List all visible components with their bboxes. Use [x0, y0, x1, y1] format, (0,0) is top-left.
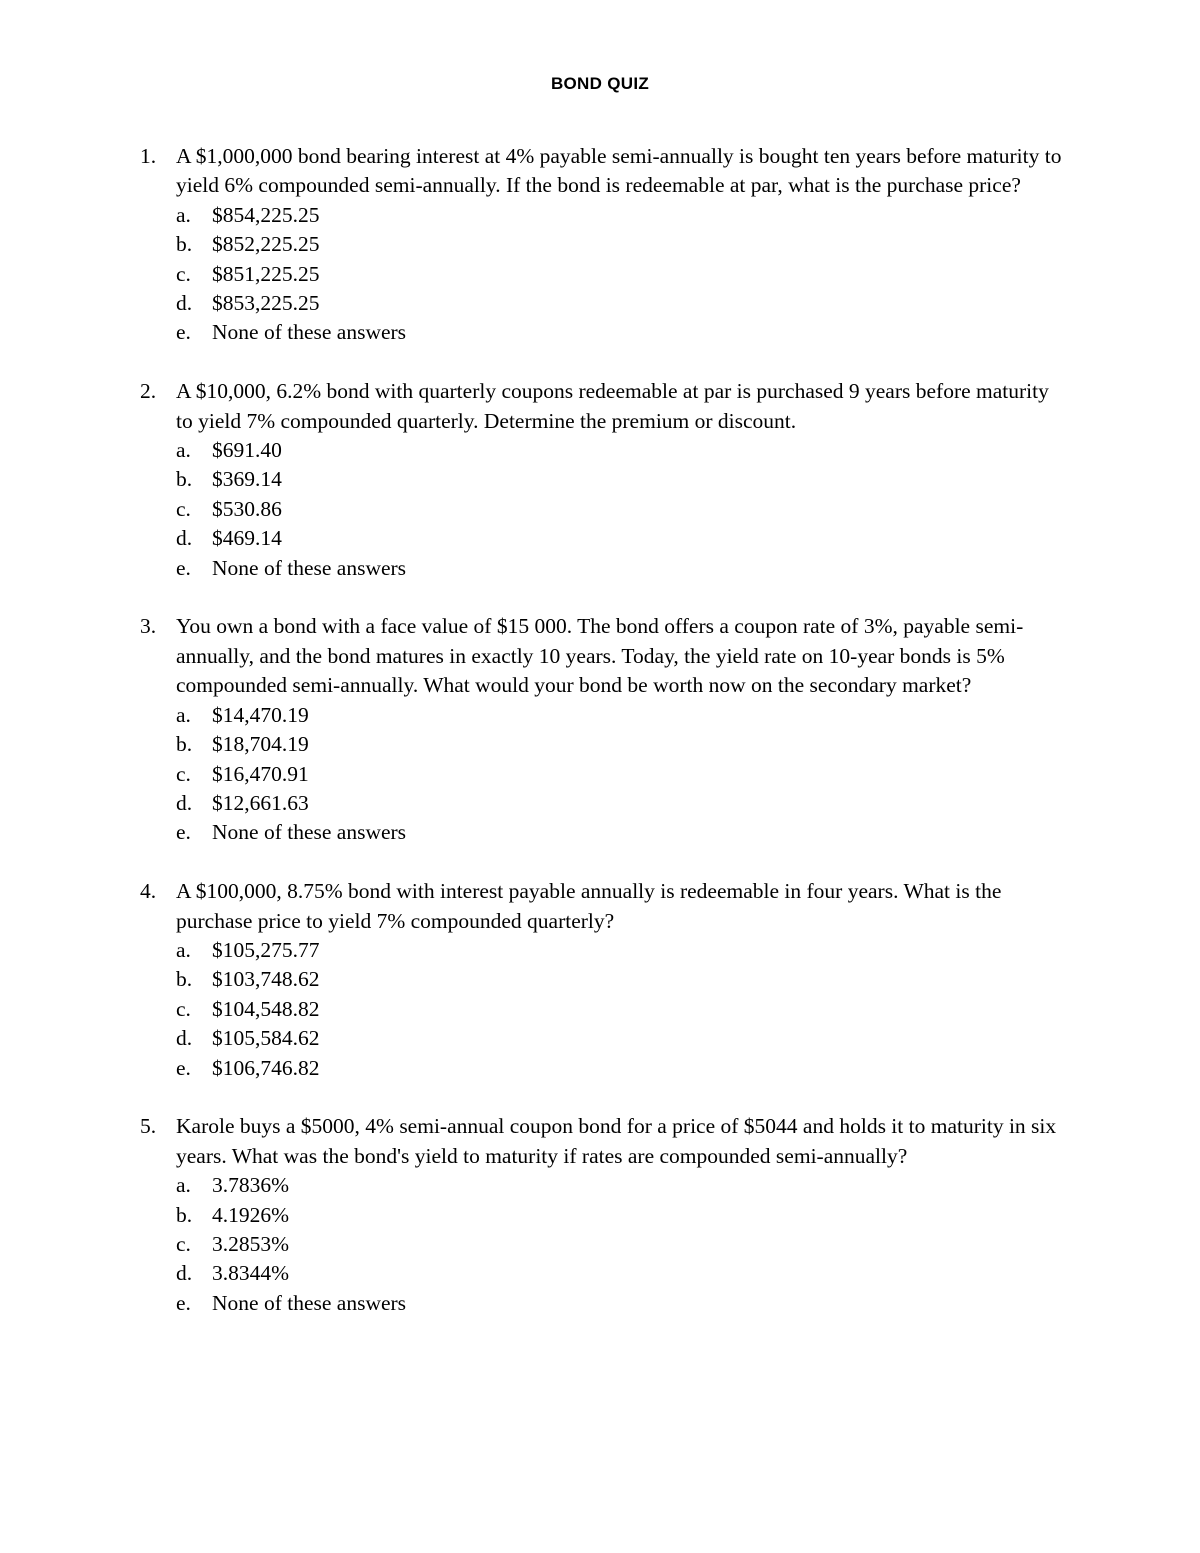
answer-option	[176, 936, 1070, 965]
option-text: $103,748.62	[212, 967, 320, 992]
option-letter: d.	[176, 526, 193, 551]
option-text: None of these answers	[212, 555, 407, 580]
question-item	[140, 142, 1070, 348]
option-text: None of these answers	[212, 320, 407, 345]
option-text: $106,746.82	[212, 1055, 320, 1080]
option-letter: a.	[176, 438, 191, 463]
answer-option	[176, 760, 1070, 789]
option-text: $530.86	[212, 496, 282, 521]
question-number: 1.	[140, 144, 157, 168]
answer-option	[176, 1289, 1070, 1318]
option-text: $105,584.62	[212, 1026, 320, 1051]
option-text: $104,548.82	[212, 996, 320, 1021]
option-text: $14,470.19	[212, 702, 309, 727]
option-text: None of these answers	[212, 1290, 407, 1315]
answer-option	[176, 201, 1070, 230]
option-text: $851,225.25	[212, 261, 320, 286]
option-letter: d.	[176, 1261, 193, 1286]
option-letter: b.	[176, 232, 193, 257]
option-letter: c.	[176, 996, 191, 1021]
option-text: $691.40	[212, 438, 282, 463]
answer-option	[176, 465, 1070, 494]
answer-option	[176, 230, 1070, 259]
question-text: A $10,000, 6.2% bond with quarterly coupons redeemable at par is purchased 9 years before maturity to yield 7% compounded quarterly. Determine the premium or discount.	[176, 379, 1049, 433]
quiz-title: BOND QUIZ	[550, 74, 650, 93]
question-number: 5.	[140, 1114, 157, 1139]
answer-option	[176, 524, 1070, 553]
answer-option	[176, 818, 1070, 847]
option-text: $369.14	[212, 467, 282, 492]
option-letter: c.	[176, 761, 191, 786]
option-letter: c.	[176, 1231, 191, 1256]
answer-option	[176, 1054, 1070, 1083]
answer-option	[176, 995, 1070, 1024]
option-text: None of these answers	[212, 820, 407, 845]
answer-option	[176, 965, 1070, 994]
answer-option	[176, 1171, 1070, 1200]
answer-option	[176, 1024, 1070, 1053]
option-letter: e.	[176, 1055, 191, 1080]
option-list	[176, 201, 1070, 348]
option-text: 3.2853%	[212, 1231, 290, 1256]
option-text: $105,275.77	[212, 937, 320, 962]
question-number: 4.	[140, 879, 157, 904]
question-text: You own a bond with a face value of $15 000. The bond offers a coupon rate of 3%, payable semi-annually, and the bond matures in exactly 10 years. Today, the yield rate on 10-year bonds is 5% compounded semi-annually. What would your bond be worth now on the secondary market?	[176, 614, 1024, 698]
question-item	[140, 612, 1070, 847]
question-text: Karole buys a $5000, 4% semi-annual coupon bond for a price of $5044 and holds it to maturity in six years. What was the bond's yield to maturity if rates are compounded semi-annually?	[176, 1114, 1057, 1168]
option-letter: d.	[176, 1026, 193, 1051]
answer-option	[176, 289, 1070, 318]
option-letter: a.	[176, 937, 191, 962]
option-letter: e.	[176, 320, 191, 345]
option-list	[176, 701, 1070, 848]
option-letter: a.	[176, 702, 191, 727]
option-list	[176, 936, 1070, 1083]
option-list	[176, 436, 1070, 583]
option-text: 4.1926%	[212, 1202, 290, 1227]
option-list	[176, 1171, 1070, 1318]
option-letter: d.	[176, 291, 193, 316]
option-letter: e.	[176, 555, 191, 580]
option-text: $854,225.25	[212, 202, 320, 227]
option-text: 3.7836%	[212, 1173, 290, 1198]
option-letter: a.	[176, 202, 191, 227]
answer-option	[176, 318, 1070, 347]
option-letter: e.	[176, 820, 191, 845]
option-text: $16,470.91	[212, 761, 309, 786]
option-text: 3.8344%	[212, 1261, 290, 1286]
answer-option	[176, 1230, 1070, 1259]
option-letter: b.	[176, 467, 193, 492]
option-letter: a.	[176, 1173, 191, 1198]
question-text: A $1,000,000 bond bearing interest at 4% payable semi-annually is bought ten years before maturity to yield 6% compounded semi-annually. If the bond is redeemable at par, what is the purchase price?	[176, 144, 1062, 198]
option-letter: c.	[176, 261, 191, 286]
answer-option	[176, 260, 1070, 289]
question-item	[140, 877, 1070, 1083]
question-list	[140, 142, 1070, 1348]
answer-option	[176, 554, 1070, 583]
question-item	[140, 1112, 1070, 1318]
option-text: $852,225.25	[212, 232, 320, 257]
option-letter: e.	[176, 1290, 191, 1315]
option-text: $469.14	[212, 526, 282, 551]
answer-option	[176, 701, 1070, 730]
answer-option	[176, 1259, 1070, 1288]
answer-option	[176, 495, 1070, 524]
question-number: 3.	[140, 614, 157, 639]
answer-option	[176, 436, 1070, 465]
option-letter: d.	[176, 790, 193, 815]
option-letter: b.	[176, 967, 193, 992]
option-letter: b.	[176, 1202, 193, 1227]
answer-option	[176, 730, 1070, 759]
option-letter: c.	[176, 496, 191, 521]
option-text: $853,225.25	[212, 291, 320, 316]
answer-option	[176, 789, 1070, 818]
question-item	[140, 377, 1070, 583]
answer-option	[176, 1201, 1070, 1230]
option-text: $12,661.63	[212, 790, 309, 815]
option-letter: b.	[176, 732, 193, 757]
option-text: $18,704.19	[212, 732, 309, 757]
question-number: 2.	[140, 379, 157, 404]
question-text: A $100,000, 8.75% bond with interest payable annually is redeemable in four years. What is the purchase price to yield 7% compounded quarterly?	[176, 879, 1002, 933]
